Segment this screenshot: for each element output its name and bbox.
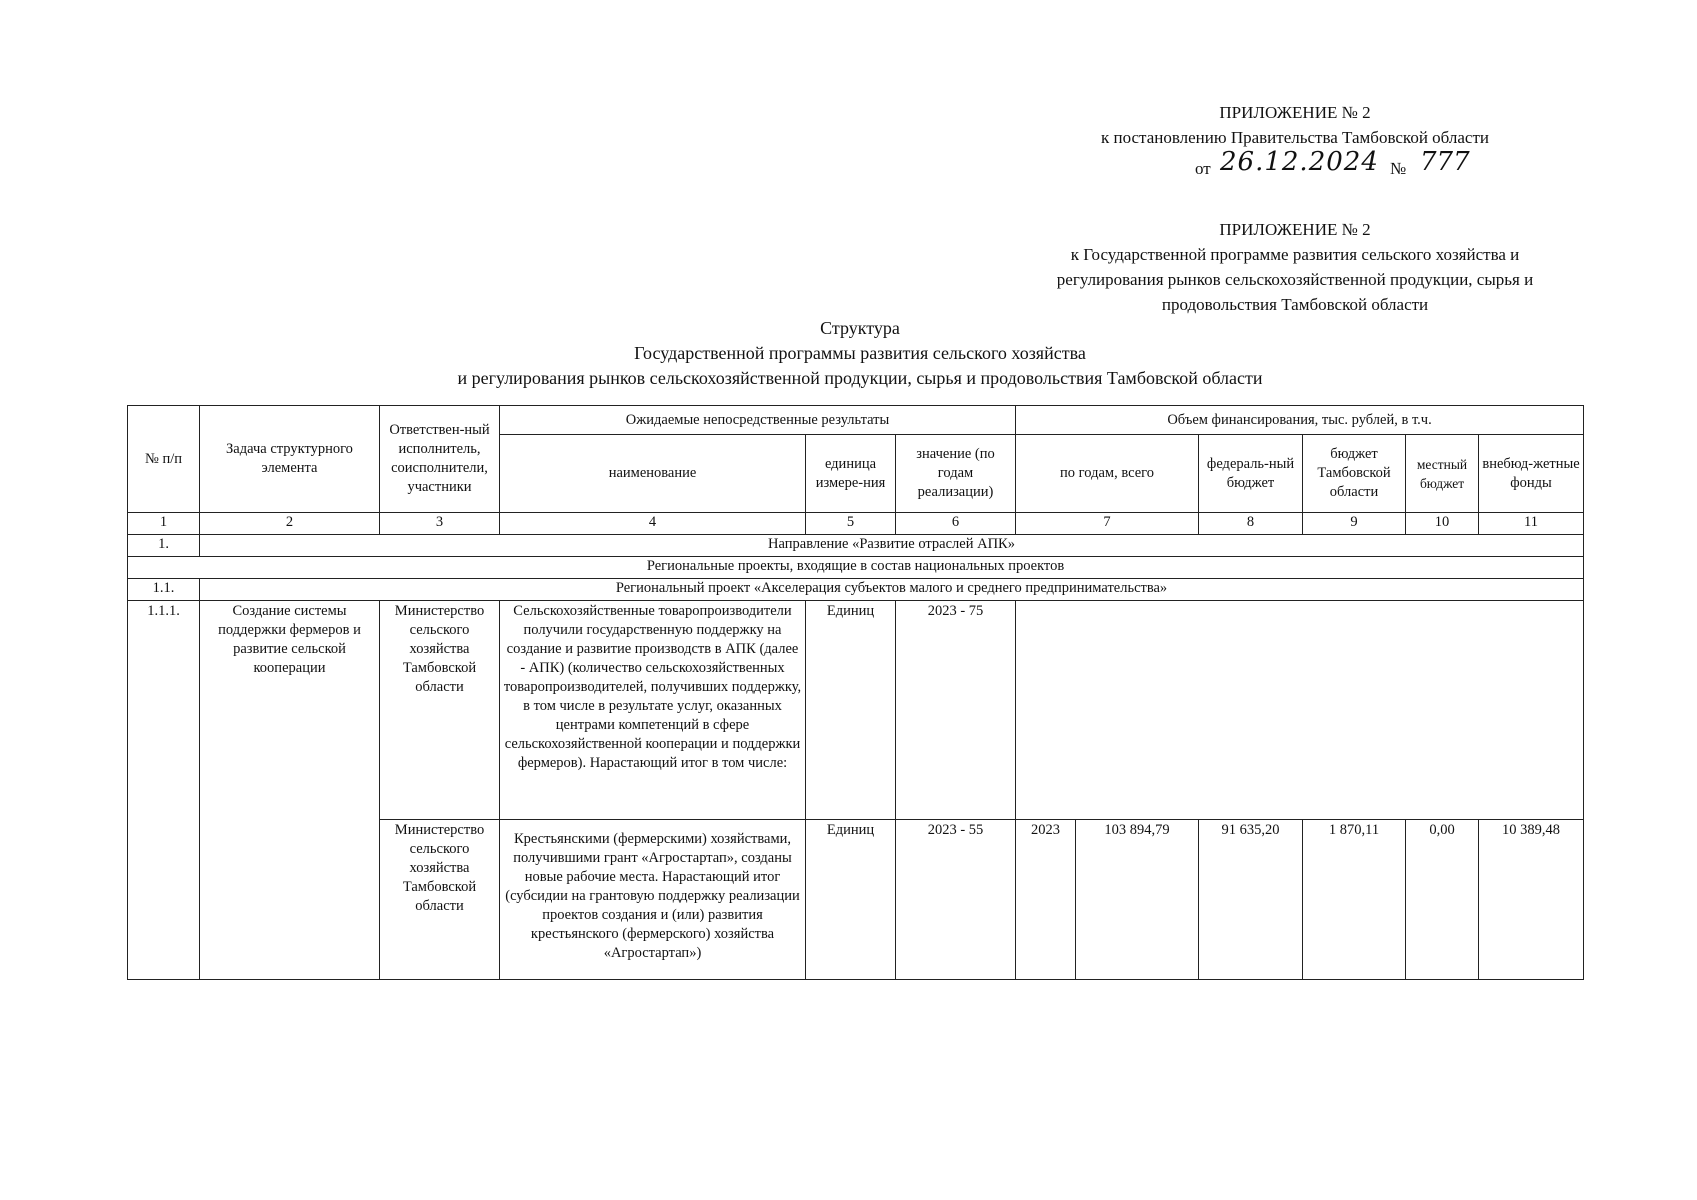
title-line: Структура: [820, 318, 900, 338]
column-number: 3: [380, 513, 500, 535]
appendix-decree-title: ПРИЛОЖЕНИЕ № 2: [1219, 103, 1371, 122]
fin-total: 103 894,79: [1076, 820, 1199, 980]
item-finance-empty: [1016, 601, 1584, 820]
fin-year: 2023: [1016, 820, 1076, 980]
section-row: [128, 557, 1584, 579]
item-unit: Единиц: [806, 601, 896, 820]
appendix-program-line: продовольствия Тамбовской области: [1161, 295, 1429, 314]
title-line: и регулирования рынков сельскохозяйственной продукции, сырья и продовольствия Тамбовской области: [457, 368, 1263, 388]
item-value: 2023 - 55: [896, 820, 1016, 980]
date-prefix: от: [1195, 159, 1211, 178]
appendix-program-line: регулирования рынков сельскохозяйственной продукции, сырья и: [1056, 270, 1534, 289]
handwritten-date: 26.12.2024: [1220, 147, 1379, 177]
column-numbers-row: [128, 513, 1584, 535]
column-number: 7: [1016, 513, 1199, 535]
fin-federal: 91 635,20: [1199, 820, 1303, 980]
structure-table: [127, 405, 1584, 980]
header-num: № п/п: [128, 406, 200, 513]
column-number: 10: [1406, 513, 1479, 535]
section-text: Региональные проекты, входящие в состав национальных проектов: [128, 557, 1584, 579]
direction-text: Направление «Развитие отраслей АПК»: [200, 535, 1584, 557]
item-row: [128, 601, 1584, 820]
header-by-years: по годам, всего: [1016, 435, 1199, 513]
number-prefix: №: [1390, 159, 1407, 178]
header-row: [128, 406, 1584, 435]
item-value: 2023 - 75: [896, 601, 1016, 820]
appendix-program: [1035, 217, 1555, 317]
direction-row: [128, 535, 1584, 557]
header-regional: бюджет Тамбовской области: [1303, 435, 1406, 513]
handwritten-number: 777: [1420, 147, 1470, 177]
item-result: Сельскохозяйственные товаропроизводители получили государственную поддержку на создание и развитие производств в АПК (далее - АПК) (количество сельскохозяйственных товаропроизводителей, получивших поддержку, в том числе в результате услуг, оказанных центрами компетенций в сфере сельскохозяйственной кооперации и поддержки фермеров). Нарастающий итог в том числе:: [500, 601, 806, 820]
item-executor: Министерство сельского хозяйства Тамбовской области: [380, 820, 500, 980]
column-number: 8: [1199, 513, 1303, 535]
document-title: [250, 316, 1470, 391]
header-federal: федераль-ный бюджет: [1199, 435, 1303, 513]
appendix-program-line: к Государственной программе развития сельского хозяйства и: [1070, 245, 1520, 264]
column-number: 6: [896, 513, 1016, 535]
column-number: 1: [128, 513, 200, 535]
header-result-name: наименование: [500, 435, 806, 513]
project-row: [128, 579, 1584, 601]
header-value: значение (по годам реализации): [896, 435, 1016, 513]
column-number: 2: [200, 513, 380, 535]
header-task: Задача структурного элемента: [200, 406, 380, 513]
item-task: Создание системы поддержки фермеров и развитие сельской кооперации: [200, 601, 380, 980]
item-num: 1.1.1.: [128, 601, 200, 980]
column-number: 9: [1303, 513, 1406, 535]
item-executor: Министерство сельского хозяйства Тамбовской области: [380, 601, 500, 820]
appendix-decree-line: к постановлению Правительства Тамбовской области: [1100, 128, 1490, 147]
header-finance-group: Объем финансирования, тыс. рублей, в т.ч.: [1016, 406, 1584, 435]
column-number: 4: [500, 513, 806, 535]
project-text: Региональный проект «Акселерация субъектов малого и среднего предпринимательства»: [200, 579, 1584, 601]
decree-date-line: [1080, 147, 1510, 180]
header-extra: внебюд-жетные фонды: [1479, 435, 1584, 513]
header-local: местный бюджет: [1406, 435, 1479, 513]
title-line: Государственной программы развития сельского хозяйства: [634, 343, 1086, 363]
item-result: Крестьянскими (фермерскими) хозяйствами, получившими грант «Агростартап», созданы новые рабочие места. Нарастающий итог (субсидии на грантовую поддержку реализации проектов создания и (или) развития крестьянского (фермерского) хозяйства «Агростартап»): [500, 820, 806, 980]
fin-local: 0,00: [1406, 820, 1479, 980]
appendix-decree: [1080, 100, 1510, 180]
header-executor: Ответствен-ный исполнитель, соисполнители, участники: [380, 406, 500, 513]
direction-num: 1.: [128, 535, 200, 557]
column-number: 11: [1479, 513, 1584, 535]
fin-extra: 10 389,48: [1479, 820, 1584, 980]
header-unit: единица измере-ния: [806, 435, 896, 513]
column-number: 5: [806, 513, 896, 535]
fin-regional: 1 870,11: [1303, 820, 1406, 980]
item-unit: Единиц: [806, 820, 896, 980]
header-results-group: Ожидаемые непосредственные результаты: [500, 406, 1016, 435]
project-num: 1.1.: [128, 579, 200, 601]
appendix-program-title: ПРИЛОЖЕНИЕ № 2: [1219, 220, 1371, 239]
